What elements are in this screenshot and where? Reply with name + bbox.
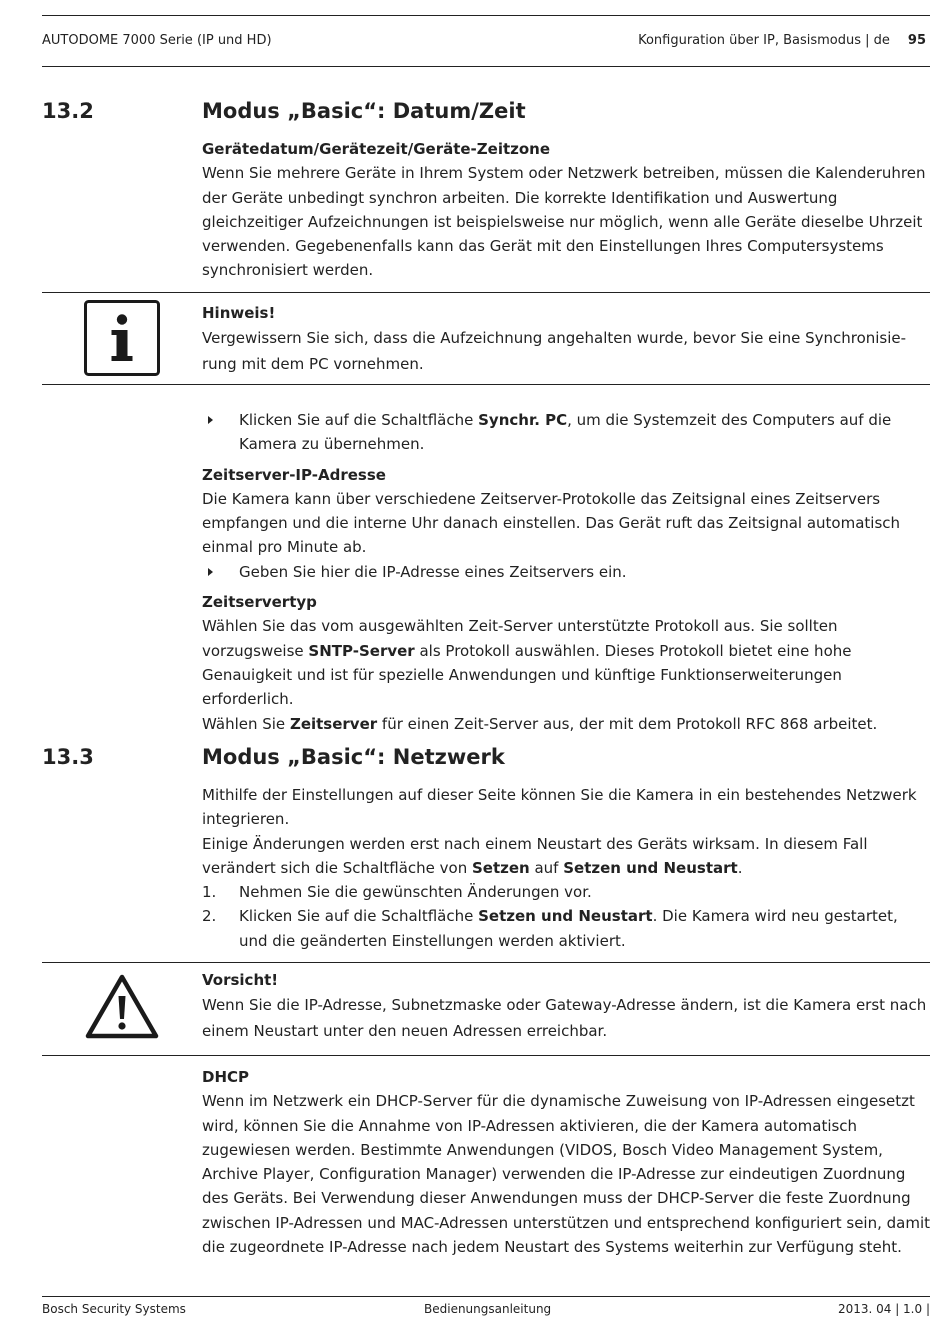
step-timeserver-ip	[202, 560, 930, 584]
paragraph-timeserver-ip: Die Kamera kann über verschiedene Zeitserver-Protokolle das Zeitsignal eines Zeitservers empfangen und die interne Uhr danach einstellen. Das Gerät ruft das Zeitsignal automatisch einmal pro Minute ab.	[202, 489, 901, 557]
step-text: Klicken Sie auf die Schaltfläche	[239, 907, 479, 926]
header-chapter	[638, 33, 926, 48]
caution-top-rule	[42, 962, 930, 963]
paragraph-text: .	[737, 858, 743, 877]
page-number: 95	[907, 33, 926, 48]
step-text: Geben Sie hier die IP-Adresse eines Zeitservers ein.	[239, 562, 627, 581]
caution-text: Wenn Sie die IP-Adresse, Subnetzmaske oder Gateway-Adresse ändern, ist die Kamera erst nach einem Neustart unter den neuen Adressen erreichbar.	[202, 996, 927, 1040]
paragraph-text: Einige Änderungen werden erst nach einem Neustart des Geräts wirksam. In diesem Fall verändert sich die Schaltfläche von	[202, 834, 868, 877]
paragraph-timeserver-type-2	[202, 712, 930, 736]
paragraph-text: für einen Zeit-Server aus, der mit dem Protokoll RFC 868 arbeitet.	[377, 714, 878, 733]
paragraph-network-restart	[202, 832, 930, 881]
numbered-step-2	[202, 904, 930, 953]
subhead-dhcp: DHCP	[202, 1068, 250, 1086]
step-text: , um die Systemzeit des Computers auf die Kamera zu übernehmen.	[239, 411, 892, 454]
notice-box	[202, 301, 930, 377]
caution-title: Vorsicht!	[202, 971, 279, 989]
footer-company: Bosch Security Systems	[42, 1302, 186, 1316]
caution-bottom-rule	[42, 1055, 930, 1056]
paragraph-text: Wählen Sie das vom ausgewählten Zeit-Server unterstützte Protokoll aus. Sie sollten vorzugsweise	[202, 617, 838, 660]
footer-version: 2013. 04 | 1.0 |	[837, 1302, 930, 1316]
notice-top-rule	[42, 292, 930, 293]
header-product-title: AUTODOME 7000 Serie (IP und HD)	[42, 33, 272, 48]
option-timeserver: Zeitserver	[289, 714, 378, 733]
button-name-set-and-restart: Setzen und Neustart	[563, 858, 738, 877]
paragraph-timeserver-type-1	[202, 614, 930, 711]
notice-title: Hinweis!	[202, 304, 276, 322]
section-13-3-title: Modus „Basic“: Netzwerk	[202, 745, 505, 769]
paragraph-text: auf	[529, 858, 564, 877]
step-number: 1.	[202, 883, 217, 902]
footer-rule	[42, 1296, 930, 1297]
paragraph-network-intro: Mithilfe der Einstellungen auf dieser Seite können Sie die Kamera in ein bestehendes Netzwerk integrieren.	[202, 786, 917, 829]
paragraph-text: als Protokoll auswählen. Dieses Protokoll bietet eine hohe Genauigkeit und ist für spezielle Anwendungen und künftige Funktionserweiterungen erforderlich.	[202, 641, 852, 709]
section-13-2-title: Modus „Basic“: Datum/Zeit	[202, 99, 526, 123]
footer-document-type: Bedienungsanleitung	[424, 1302, 552, 1316]
step-text: Klicken Sie auf die Schaltfläche	[239, 411, 479, 429]
caution-box	[202, 968, 930, 1044]
section-13-3-number: 13.3	[42, 745, 94, 769]
info-icon	[84, 300, 160, 380]
subhead-timeserver-type: Zeitservertyp	[202, 593, 317, 612]
step-text: . Die Kamera wird neu gestartet, und die geänderten Einstellungen werden aktiviert.	[239, 907, 898, 950]
bullet-arrow-icon	[208, 568, 213, 576]
button-name-set: Setzen	[471, 858, 530, 877]
numbered-step-1	[202, 880, 930, 904]
section-13-2-intro	[202, 137, 930, 283]
paragraph-dhcp: Wenn im Netzwerk ein DHCP-Server für die dynamische Zuweisung von IP-Adressen eingesetzt wird, können Sie die Annahme von IP-Adressen aktivieren, die der Kamera automatisch zugewiesen werden. Bestimmte Anwendungen (VIDOS, Bosch Video Management System, Archive Player, Configuration Manager) verwenden die IP-Adresse zur eindeutigen Zuordnung des Geräts. Bei Verwendung dieser Anwendungen muss der DHCP-Server die feste Zuordnung zwischen IP-Adressen und MAC-Adressen unterstützen und entsprechend konfiguriert sein, damit die zugeordnete IP-Adresse nach jedem Neustart des Systems weiterhin zur Verfügung steht.	[202, 1092, 931, 1257]
option-sntp-server: SNTP-Server	[308, 641, 415, 660]
paragraph-text: Wählen Sie	[202, 714, 290, 733]
step-sync-pc	[202, 408, 930, 457]
bullet-arrow-icon	[208, 416, 213, 424]
section-dhcp	[202, 1065, 930, 1259]
warning-icon	[84, 972, 160, 1044]
header-bottom-rule	[42, 66, 930, 67]
step-text: Nehmen Sie die gewünschten Änderungen vor.	[239, 883, 592, 902]
header-top-rule	[42, 15, 930, 16]
notice-bottom-rule	[42, 384, 930, 385]
notice-text: Vergewissern Sie sich, dass die Aufzeichnung angehalten wurde, bevor Sie eine Synchronisierung mit dem PC vornehmen.	[202, 329, 907, 373]
paragraph-device-datetime: Wenn Sie mehrere Geräte in Ihrem System oder Netzwerk betreiben, müssen die Kalenderuhren der Geräte unbedingt synchron arbeiten. Die korrekte Identifikation und Auswertung gleichzeitiger Aufzeichnungen ist beispielsweise nur möglich, wenn alle Geräte dieselbe Uhrzeit verwenden. Gegebenenfalls kann das Gerät mit den Einstellungen Ihres Computersystems synchronisiert werden.	[202, 164, 926, 280]
header-chapter-label: Konfiguration über IP, Basismodus | de	[638, 33, 890, 48]
subhead-timeserver-ip: Zeitserver-IP-Adresse	[202, 465, 386, 484]
button-name-set-and-restart: Setzen und Neustart	[478, 907, 653, 926]
button-name-sync-pc: Synchr. PC	[478, 411, 568, 429]
step-number: 2.	[202, 907, 217, 926]
section-13-2-body	[202, 408, 930, 736]
subhead-device-datetime: Gerätedatum/Gerätezeit/Geräte-Zeitzone	[202, 140, 551, 158]
section-13-2-number: 13.2	[42, 99, 94, 123]
section-13-3-intro	[202, 783, 930, 953]
